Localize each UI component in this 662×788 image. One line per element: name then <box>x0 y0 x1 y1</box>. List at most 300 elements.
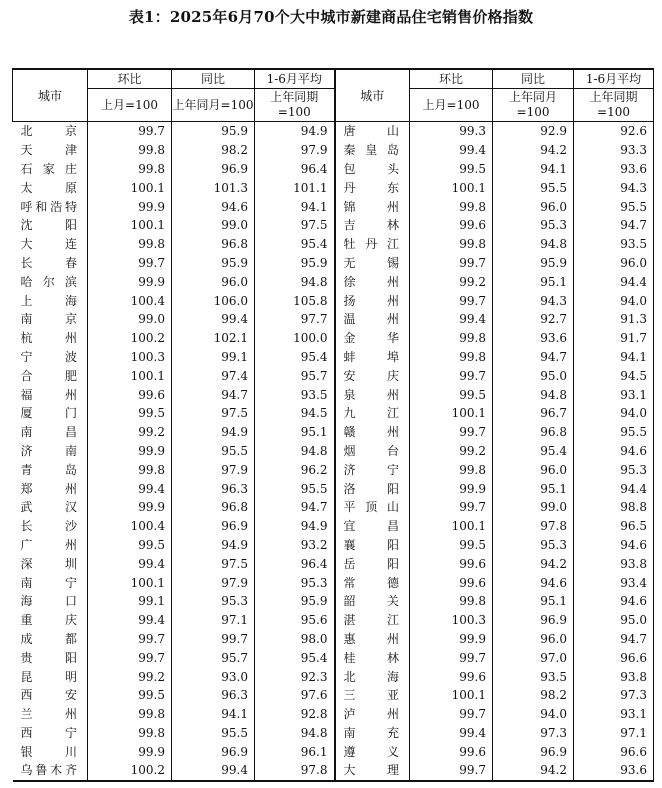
table-body <box>13 122 654 781</box>
table-row <box>13 348 654 367</box>
ytd-left-cell: 95.5 <box>255 479 335 498</box>
city-right-cell: 泸 州 <box>335 705 410 724</box>
city-left-cell: 郑 州 <box>13 479 88 498</box>
city-left-cell: 石家庄 <box>13 160 88 179</box>
yoy-right-cell: 94.1 <box>493 160 574 179</box>
yoy-right-cell: 92.9 <box>493 122 574 141</box>
city-right-cell: 济 宁 <box>335 460 410 479</box>
mom-left-cell: 99.8 <box>88 705 172 724</box>
city-right-cell: 扬 州 <box>335 291 410 310</box>
city-right-cell: 北 海 <box>335 667 410 686</box>
table-row <box>13 517 654 536</box>
city-left-cell: 成 都 <box>13 630 88 649</box>
ytd-right-cell: 93.6 <box>574 160 654 179</box>
table-row <box>13 178 654 197</box>
yoy-right-cell: 95.1 <box>493 592 574 611</box>
table-row <box>13 385 654 404</box>
ytd-left-cell: 94.5 <box>255 404 335 423</box>
ytd-right-cell: 97.3 <box>574 686 654 705</box>
table-row <box>13 592 654 611</box>
city-left-cell: 西 安 <box>13 686 88 705</box>
ytd-left-cell: 97.5 <box>255 216 335 235</box>
mom-right-cell: 99.5 <box>410 536 493 555</box>
mom-left-cell: 99.4 <box>88 611 172 630</box>
city-left-cell: 贵 阳 <box>13 648 88 667</box>
city-right-cell: 惠 州 <box>335 630 410 649</box>
yoy-right-cell: 96.8 <box>493 423 574 442</box>
mom-left-cell: 99.5 <box>88 686 172 705</box>
yoy-right-cell: 96.0 <box>493 460 574 479</box>
city-right-cell: 泉 州 <box>335 385 410 404</box>
mom-left-cell: 99.5 <box>88 536 172 555</box>
yoy-right-cell: 94.7 <box>493 348 574 367</box>
mom-left-cell: 100.1 <box>88 216 172 235</box>
city-left-cell: 太 原 <box>13 178 88 197</box>
ytd-right-cell: 93.8 <box>574 554 654 573</box>
yoy-right-cell: 95.5 <box>493 178 574 197</box>
table-row <box>13 404 654 423</box>
city-right-cell: 遵 义 <box>335 742 410 761</box>
ytd-left-cell: 97.7 <box>255 310 335 329</box>
city-right-cell: 金 华 <box>335 329 410 348</box>
yoy-left-cell: 95.9 <box>172 122 255 141</box>
yoy-left-cell: 95.5 <box>172 442 255 461</box>
city-left-cell: 南 京 <box>13 310 88 329</box>
yoy-base-right: 上年同月=100 <box>493 89 574 122</box>
city-left-cell: 银 川 <box>13 742 88 761</box>
ytd-right-cell: 95.5 <box>574 197 654 216</box>
ytd-left-cell: 95.4 <box>255 235 335 254</box>
mom-right-cell: 99.6 <box>410 573 493 592</box>
mom-right-cell: 99.6 <box>410 216 493 235</box>
ytd-right-cell: 94.6 <box>574 592 654 611</box>
ytd-header-left: 1-6月平均 <box>255 69 335 89</box>
ytd-right-cell: 94.7 <box>574 630 654 649</box>
city-right-cell: 洛 阳 <box>335 479 410 498</box>
city-left-cell: 海 口 <box>13 592 88 611</box>
ytd-left-cell: 94.9 <box>255 517 335 536</box>
city-right-cell: 常 德 <box>335 573 410 592</box>
yoy-right-cell: 94.2 <box>493 141 574 160</box>
yoy-right-cell: 95.3 <box>493 216 574 235</box>
yoy-left-cell: 96.9 <box>172 160 255 179</box>
yoy-left-cell: 97.9 <box>172 460 255 479</box>
table-row <box>13 460 654 479</box>
mom-right-cell: 99.7 <box>410 761 493 781</box>
ytd-base-right: 上年同期=100 <box>574 89 654 122</box>
mom-right-cell: 99.7 <box>410 254 493 273</box>
yoy-right-cell: 97.0 <box>493 648 574 667</box>
city-right-cell: 安 庆 <box>335 366 410 385</box>
city-left-cell: 上 海 <box>13 291 88 310</box>
yoy-base-left: 上年同月=100 <box>172 89 255 122</box>
mom-left-cell: 99.0 <box>88 310 172 329</box>
city-left-cell: 兰 州 <box>13 705 88 724</box>
yoy-right-cell: 94.2 <box>493 554 574 573</box>
ytd-right-cell: 94.5 <box>574 366 654 385</box>
yoy-left-cell: 95.7 <box>172 648 255 667</box>
mom-right-cell: 100.1 <box>410 178 493 197</box>
city-left-cell: 南 昌 <box>13 423 88 442</box>
ytd-left-cell: 95.1 <box>255 423 335 442</box>
mom-right-cell: 99.4 <box>410 724 493 743</box>
yoy-left-cell: 96.9 <box>172 517 255 536</box>
ytd-right-cell: 94.3 <box>574 178 654 197</box>
city-header-left: 城市 <box>13 69 88 122</box>
mom-left-cell: 100.3 <box>88 348 172 367</box>
mom-left-cell: 99.7 <box>88 648 172 667</box>
city-right-cell: 岳 阳 <box>335 554 410 573</box>
city-left-cell: 合 肥 <box>13 366 88 385</box>
mom-left-cell: 99.7 <box>88 254 172 273</box>
yoy-left-cell: 99.7 <box>172 630 255 649</box>
yoy-left-cell: 96.3 <box>172 479 255 498</box>
table-row <box>13 442 654 461</box>
mom-base-left: 上月=100 <box>88 89 172 122</box>
yoy-right-cell: 95.1 <box>493 272 574 291</box>
table-row <box>13 536 654 555</box>
mom-right-cell: 99.8 <box>410 235 493 254</box>
ytd-right-cell: 91.3 <box>574 310 654 329</box>
price-index-table <box>12 68 654 782</box>
ytd-right-cell: 93.1 <box>574 705 654 724</box>
city-right-cell: 吉 林 <box>335 216 410 235</box>
yoy-left-cell: 94.6 <box>172 197 255 216</box>
city-right-cell: 唐 山 <box>335 122 410 141</box>
ytd-left-cell: 94.1 <box>255 197 335 216</box>
table-row <box>13 235 654 254</box>
yoy-left-cell: 94.1 <box>172 705 255 724</box>
mom-left-cell: 99.5 <box>88 404 172 423</box>
mom-right-cell: 99.8 <box>410 197 493 216</box>
yoy-left-cell: 99.4 <box>172 761 255 781</box>
city-left-cell: 乌鲁木齐 <box>13 761 88 781</box>
ytd-right-cell: 96.5 <box>574 517 654 536</box>
city-left-cell: 青 岛 <box>13 460 88 479</box>
ytd-right-cell: 93.3 <box>574 141 654 160</box>
yoy-right-cell: 94.8 <box>493 235 574 254</box>
yoy-left-cell: 93.0 <box>172 667 255 686</box>
city-left-cell: 北 京 <box>13 122 88 141</box>
ytd-right-cell: 94.1 <box>574 348 654 367</box>
table-row <box>13 498 654 517</box>
mom-right-cell: 99.2 <box>410 272 493 291</box>
ytd-header-right: 1-6月平均 <box>574 69 654 89</box>
city-left-cell: 呼和浩特 <box>13 197 88 216</box>
city-right-cell: 包 头 <box>335 160 410 179</box>
city-right-cell: 牡丹江 <box>335 235 410 254</box>
city-right-cell: 平顶山 <box>335 498 410 517</box>
yoy-right-cell: 94.6 <box>493 573 574 592</box>
mom-right-cell: 99.7 <box>410 291 493 310</box>
mom-right-cell: 99.6 <box>410 667 493 686</box>
yoy-left-cell: 97.5 <box>172 554 255 573</box>
city-left-cell: 重 庆 <box>13 611 88 630</box>
mom-right-cell: 99.4 <box>410 310 493 329</box>
yoy-right-cell: 97.8 <box>493 517 574 536</box>
mom-left-cell: 100.2 <box>88 329 172 348</box>
yoy-right-cell: 98.2 <box>493 686 574 705</box>
mom-left-cell: 99.8 <box>88 724 172 743</box>
ytd-right-cell: 94.4 <box>574 479 654 498</box>
ytd-left-cell: 97.8 <box>255 761 335 781</box>
city-right-cell: 秦皇岛 <box>335 141 410 160</box>
mom-left-cell: 100.2 <box>88 761 172 781</box>
table-row <box>13 705 654 724</box>
mom-right-cell: 99.5 <box>410 385 493 404</box>
city-left-cell: 南 宁 <box>13 573 88 592</box>
mom-left-cell: 99.9 <box>88 197 172 216</box>
ytd-left-cell: 95.4 <box>255 648 335 667</box>
city-right-cell: 无 锡 <box>335 254 410 273</box>
yoy-right-cell: 97.3 <box>493 724 574 743</box>
mom-right-cell: 100.1 <box>410 517 493 536</box>
ytd-left-cell: 101.1 <box>255 178 335 197</box>
table-row <box>13 648 654 667</box>
yoy-left-cell: 106.0 <box>172 291 255 310</box>
table-row <box>13 122 654 141</box>
ytd-left-cell: 94.9 <box>255 122 335 141</box>
yoy-left-cell: 94.7 <box>172 385 255 404</box>
city-right-cell: 蚌 埠 <box>335 348 410 367</box>
ytd-right-cell: 94.4 <box>574 272 654 291</box>
yoy-left-cell: 96.0 <box>172 272 255 291</box>
city-left-cell: 济 南 <box>13 442 88 461</box>
table-row <box>13 160 654 179</box>
city-right-cell: 徐 州 <box>335 272 410 291</box>
ytd-left-cell: 95.7 <box>255 366 335 385</box>
city-left-cell: 大 连 <box>13 235 88 254</box>
city-right-cell: 温 州 <box>335 310 410 329</box>
ytd-right-cell: 93.8 <box>574 667 654 686</box>
mom-left-cell: 99.2 <box>88 423 172 442</box>
table-row <box>13 197 654 216</box>
ytd-left-cell: 95.9 <box>255 592 335 611</box>
mom-right-cell: 99.8 <box>410 592 493 611</box>
mom-right-cell: 99.4 <box>410 141 493 160</box>
mom-left-cell: 99.9 <box>88 272 172 291</box>
yoy-right-cell: 96.9 <box>493 611 574 630</box>
table-row <box>13 329 654 348</box>
mom-left-cell: 100.1 <box>88 573 172 592</box>
mom-left-cell: 99.4 <box>88 479 172 498</box>
yoy-left-cell: 101.3 <box>172 178 255 197</box>
yoy-left-cell: 99.4 <box>172 310 255 329</box>
table-row <box>13 272 654 291</box>
table-row <box>13 742 654 761</box>
ytd-right-cell: 95.0 <box>574 611 654 630</box>
table-row <box>13 291 654 310</box>
ytd-right-cell: 96.6 <box>574 742 654 761</box>
yoy-left-cell: 102.1 <box>172 329 255 348</box>
ytd-base-left: 上年同期=100 <box>255 89 335 122</box>
mom-right-cell: 99.7 <box>410 648 493 667</box>
table-row <box>13 554 654 573</box>
ytd-left-cell: 92.8 <box>255 705 335 724</box>
ytd-left-cell: 93.5 <box>255 385 335 404</box>
yoy-left-cell: 96.3 <box>172 686 255 705</box>
mom-left-cell: 100.1 <box>88 178 172 197</box>
table-row <box>13 686 654 705</box>
city-left-cell: 杭 州 <box>13 329 88 348</box>
table-header <box>13 69 654 122</box>
ytd-left-cell: 95.3 <box>255 573 335 592</box>
ytd-right-cell: 92.6 <box>574 122 654 141</box>
mom-right-cell: 99.9 <box>410 479 493 498</box>
mom-left-cell: 100.4 <box>88 291 172 310</box>
mom-right-cell: 100.1 <box>410 686 493 705</box>
table-row <box>13 667 654 686</box>
yoy-left-cell: 95.9 <box>172 254 255 273</box>
city-right-cell: 襄 阳 <box>335 536 410 555</box>
yoy-right-cell: 94.0 <box>493 705 574 724</box>
mom-right-cell: 99.8 <box>410 460 493 479</box>
yoy-right-cell: 99.0 <box>493 498 574 517</box>
yoy-right-cell: 95.9 <box>493 254 574 273</box>
yoy-right-cell: 94.2 <box>493 761 574 781</box>
mom-left-cell: 99.8 <box>88 141 172 160</box>
ytd-left-cell: 105.8 <box>255 291 335 310</box>
city-right-cell: 韶 关 <box>335 592 410 611</box>
city-right-cell: 赣 州 <box>335 423 410 442</box>
mom-header-right: 环比 <box>410 69 493 89</box>
mom-left-cell: 99.4 <box>88 554 172 573</box>
yoy-right-cell: 95.1 <box>493 479 574 498</box>
mom-left-cell: 99.7 <box>88 122 172 141</box>
mom-right-cell: 99.9 <box>410 630 493 649</box>
city-left-cell: 宁 波 <box>13 348 88 367</box>
ytd-right-cell: 94.0 <box>574 291 654 310</box>
yoy-right-cell: 95.4 <box>493 442 574 461</box>
ytd-left-cell: 95.9 <box>255 254 335 273</box>
table-title: 表1：2025年6月70个大中城市新建商品住宅销售价格指数 <box>128 8 534 26</box>
ytd-right-cell: 93.6 <box>574 761 654 781</box>
ytd-right-cell: 95.3 <box>574 460 654 479</box>
city-left-cell: 福 州 <box>13 385 88 404</box>
city-left-cell: 昆 明 <box>13 667 88 686</box>
mom-right-cell: 99.6 <box>410 554 493 573</box>
mom-left-cell: 99.9 <box>88 442 172 461</box>
ytd-left-cell: 98.0 <box>255 630 335 649</box>
table-row <box>13 724 654 743</box>
ytd-right-cell: 95.5 <box>574 423 654 442</box>
ytd-left-cell: 94.8 <box>255 272 335 291</box>
mom-right-cell: 99.7 <box>410 498 493 517</box>
ytd-right-cell: 93.5 <box>574 235 654 254</box>
mom-left-cell: 99.1 <box>88 592 172 611</box>
table-row <box>13 310 654 329</box>
ytd-left-cell: 94.7 <box>255 498 335 517</box>
city-left-cell: 厦 门 <box>13 404 88 423</box>
table-row <box>13 254 654 273</box>
yoy-header-right: 同比 <box>493 69 574 89</box>
table-row <box>13 630 654 649</box>
yoy-right-cell: 94.8 <box>493 385 574 404</box>
mom-left-cell: 99.8 <box>88 235 172 254</box>
city-right-cell: 宜 昌 <box>335 517 410 536</box>
ytd-left-cell: 97.9 <box>255 141 335 160</box>
ytd-left-cell: 92.3 <box>255 667 335 686</box>
ytd-right-cell: 94.6 <box>574 442 654 461</box>
ytd-left-cell: 94.8 <box>255 724 335 743</box>
table-row <box>13 573 654 592</box>
city-left-cell: 天 津 <box>13 141 88 160</box>
mom-right-cell: 99.7 <box>410 705 493 724</box>
mom-left-cell: 99.7 <box>88 630 172 649</box>
table-row <box>13 761 654 781</box>
table-row <box>13 141 654 160</box>
ytd-right-cell: 93.4 <box>574 573 654 592</box>
city-right-cell: 锦 州 <box>335 197 410 216</box>
city-right-cell: 南 充 <box>335 724 410 743</box>
ytd-left-cell: 93.2 <box>255 536 335 555</box>
table-row <box>13 611 654 630</box>
mom-base-right: 上月=100 <box>410 89 493 122</box>
city-right-cell: 桂 林 <box>335 648 410 667</box>
ytd-left-cell: 97.6 <box>255 686 335 705</box>
mom-left-cell: 99.2 <box>88 667 172 686</box>
ytd-left-cell: 100.0 <box>255 329 335 348</box>
city-left-cell: 西 宁 <box>13 724 88 743</box>
city-right-cell: 湛 江 <box>335 611 410 630</box>
ytd-right-cell: 98.8 <box>574 498 654 517</box>
yoy-right-cell: 93.5 <box>493 667 574 686</box>
yoy-left-cell: 95.5 <box>172 724 255 743</box>
yoy-right-cell: 95.3 <box>493 536 574 555</box>
mom-right-cell: 99.8 <box>410 329 493 348</box>
yoy-right-cell: 96.0 <box>493 630 574 649</box>
ytd-left-cell: 96.1 <box>255 742 335 761</box>
city-right-cell: 烟 台 <box>335 442 410 461</box>
ytd-left-cell: 95.4 <box>255 348 335 367</box>
ytd-right-cell: 97.1 <box>574 724 654 743</box>
yoy-right-cell: 92.7 <box>493 310 574 329</box>
mom-left-cell: 99.8 <box>88 160 172 179</box>
city-left-cell: 哈尔滨 <box>13 272 88 291</box>
city-right-cell: 三 亚 <box>335 686 410 705</box>
city-left-cell: 沈 阳 <box>13 216 88 235</box>
ytd-left-cell: 96.4 <box>255 554 335 573</box>
yoy-right-cell: 93.6 <box>493 329 574 348</box>
city-left-cell: 武 汉 <box>13 498 88 517</box>
yoy-right-cell: 96.7 <box>493 404 574 423</box>
mom-right-cell: 99.6 <box>410 742 493 761</box>
yoy-left-cell: 94.9 <box>172 536 255 555</box>
yoy-right-cell: 95.0 <box>493 366 574 385</box>
table-row <box>13 366 654 385</box>
ytd-right-cell: 93.1 <box>574 385 654 404</box>
mom-right-cell: 99.7 <box>410 423 493 442</box>
table-row <box>13 216 654 235</box>
city-left-cell: 长 春 <box>13 254 88 273</box>
ytd-left-cell: 96.2 <box>255 460 335 479</box>
mom-right-cell: 99.7 <box>410 366 493 385</box>
yoy-left-cell: 97.9 <box>172 573 255 592</box>
ytd-right-cell: 94.0 <box>574 404 654 423</box>
yoy-left-cell: 99.1 <box>172 348 255 367</box>
yoy-left-cell: 96.8 <box>172 235 255 254</box>
yoy-left-cell: 98.2 <box>172 141 255 160</box>
ytd-right-cell: 94.7 <box>574 216 654 235</box>
yoy-left-cell: 97.4 <box>172 366 255 385</box>
yoy-right-cell: 94.3 <box>493 291 574 310</box>
ytd-right-cell: 96.0 <box>574 254 654 273</box>
mom-left-cell: 99.9 <box>88 742 172 761</box>
city-right-cell: 丹 东 <box>335 178 410 197</box>
yoy-right-cell: 96.0 <box>493 197 574 216</box>
yoy-left-cell: 97.5 <box>172 404 255 423</box>
table-row <box>13 423 654 442</box>
